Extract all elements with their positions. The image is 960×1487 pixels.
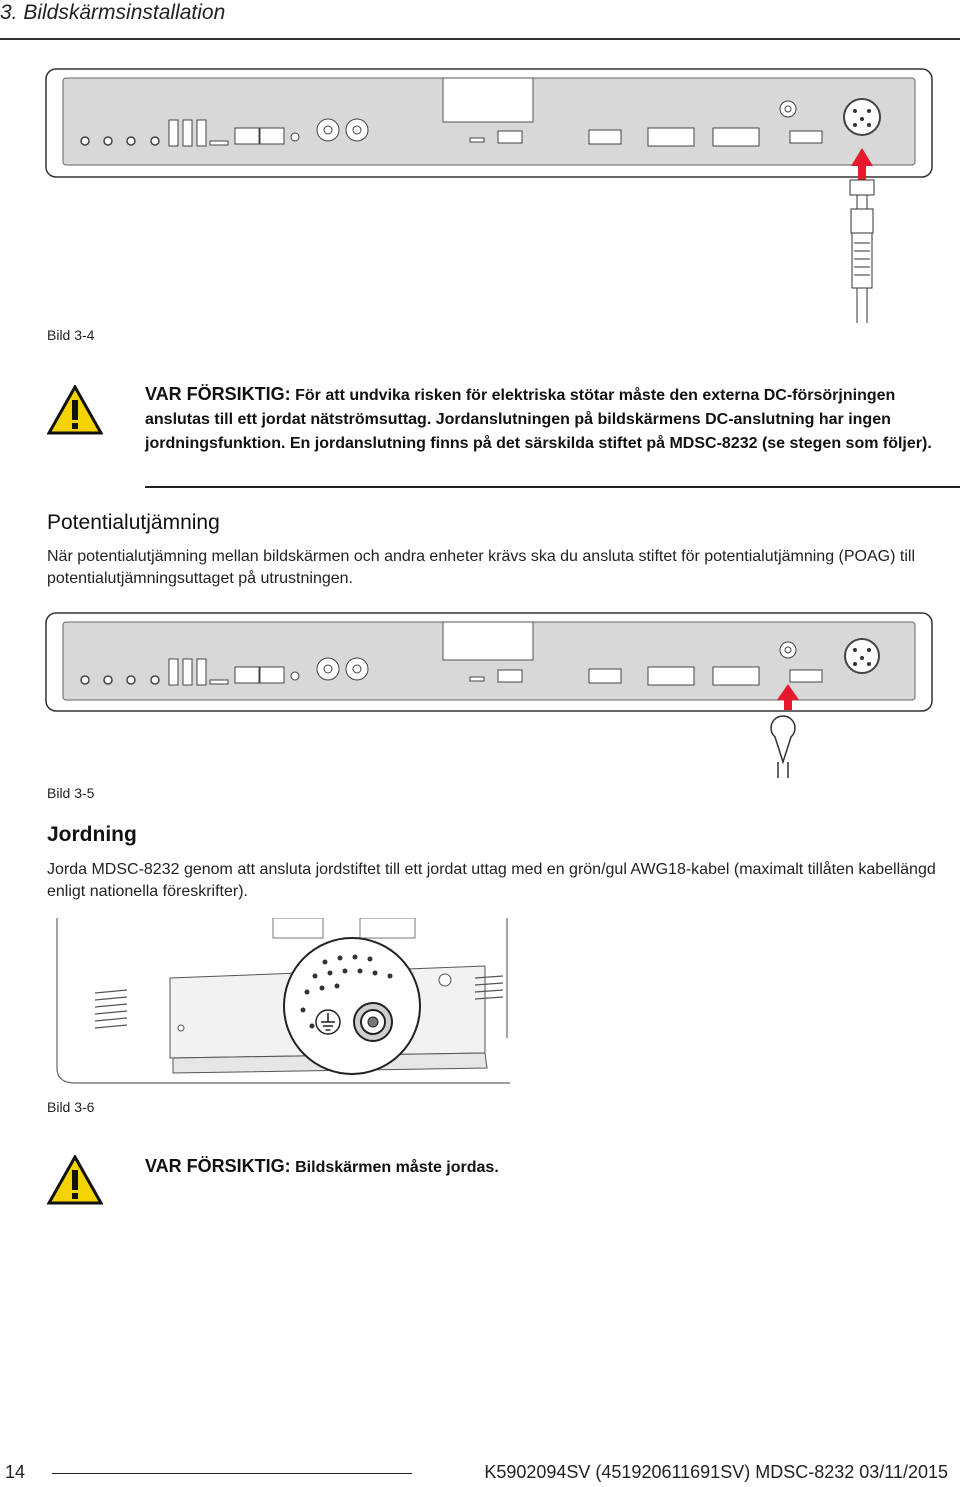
ground-symbol-icon (316, 1010, 340, 1034)
warning-rule (145, 486, 960, 488)
warning-label: VAR FÖRSIKTIG: (145, 1156, 291, 1176)
section-heading-grounding: Jordning (47, 823, 137, 846)
warning-label: VAR FÖRSIKTIG: (145, 384, 291, 404)
footer-rule (52, 1473, 412, 1474)
figure-grounding-pin (55, 918, 515, 1088)
section-body-potential-equalization: När potentialutjämning mellan bildskärmen och andra enheter krävs ska du ansluta stiftet för potentialutjämning (POAG) till potentialutjämningsuttaget på utrustningen. (47, 548, 915, 587)
poag-pin-connector (771, 716, 795, 778)
figure-caption-3-4: Bild 3-4 (47, 327, 95, 343)
warning-triangle-icon (47, 385, 103, 435)
warning-block-dc-supply (47, 380, 960, 500)
warning-triangle-icon (47, 1155, 103, 1205)
magnified-ground-socket (284, 938, 420, 1074)
footer-document-info: K5902094SV (451920611691SV) MDSC-8232 03/11/2015 (484, 1462, 948, 1482)
warning-text-grounding (145, 1154, 960, 1180)
warning-block-grounding (47, 1150, 960, 1220)
ground-pin (354, 1003, 392, 1041)
warning-message: För att undvika risken för elektriska stötar måste den externa DC-försörjningen anslutas till ett jordat nätströmsuttag. Jordanslutningen på bildskärmens DC-anslutning har ingen jordningsfunktion. En jordanslutning finns på det särskilda stiftet på MDSC-8232 (se stegen som följer). (145, 387, 932, 452)
figure-caption-3-5: Bild 3-5 (47, 785, 95, 801)
chapter-title: 3. Bildskärmsinstallation (0, 1, 226, 24)
page-number: 14 (5, 1462, 26, 1482)
section-heading-potential-equalization: Potentialutjämning (47, 511, 220, 534)
figure-connector-panel-poag (45, 612, 935, 782)
grounding-pin-illustration (55, 918, 515, 1088)
warning-text-dc-supply (145, 382, 960, 456)
connector-panel-poag-illustration (45, 612, 935, 782)
dc-power-plug (850, 180, 874, 323)
section-body-grounding: Jorda MDSC-8232 genom att ansluta jordstiftet till ett jordat uttag med en grön/gul AWG18-kabel (maximalt tillåten kabellängd enligt nationella föreskrifter). (47, 861, 936, 900)
header-rule (0, 38, 960, 40)
figure-connector-panel-dc (45, 68, 935, 328)
connector-panel-dc-illustration (45, 68, 935, 328)
warning-message: Bildskärmen måste jordas. (295, 1159, 499, 1176)
figure-caption-3-6: Bild 3-6 (47, 1099, 95, 1115)
